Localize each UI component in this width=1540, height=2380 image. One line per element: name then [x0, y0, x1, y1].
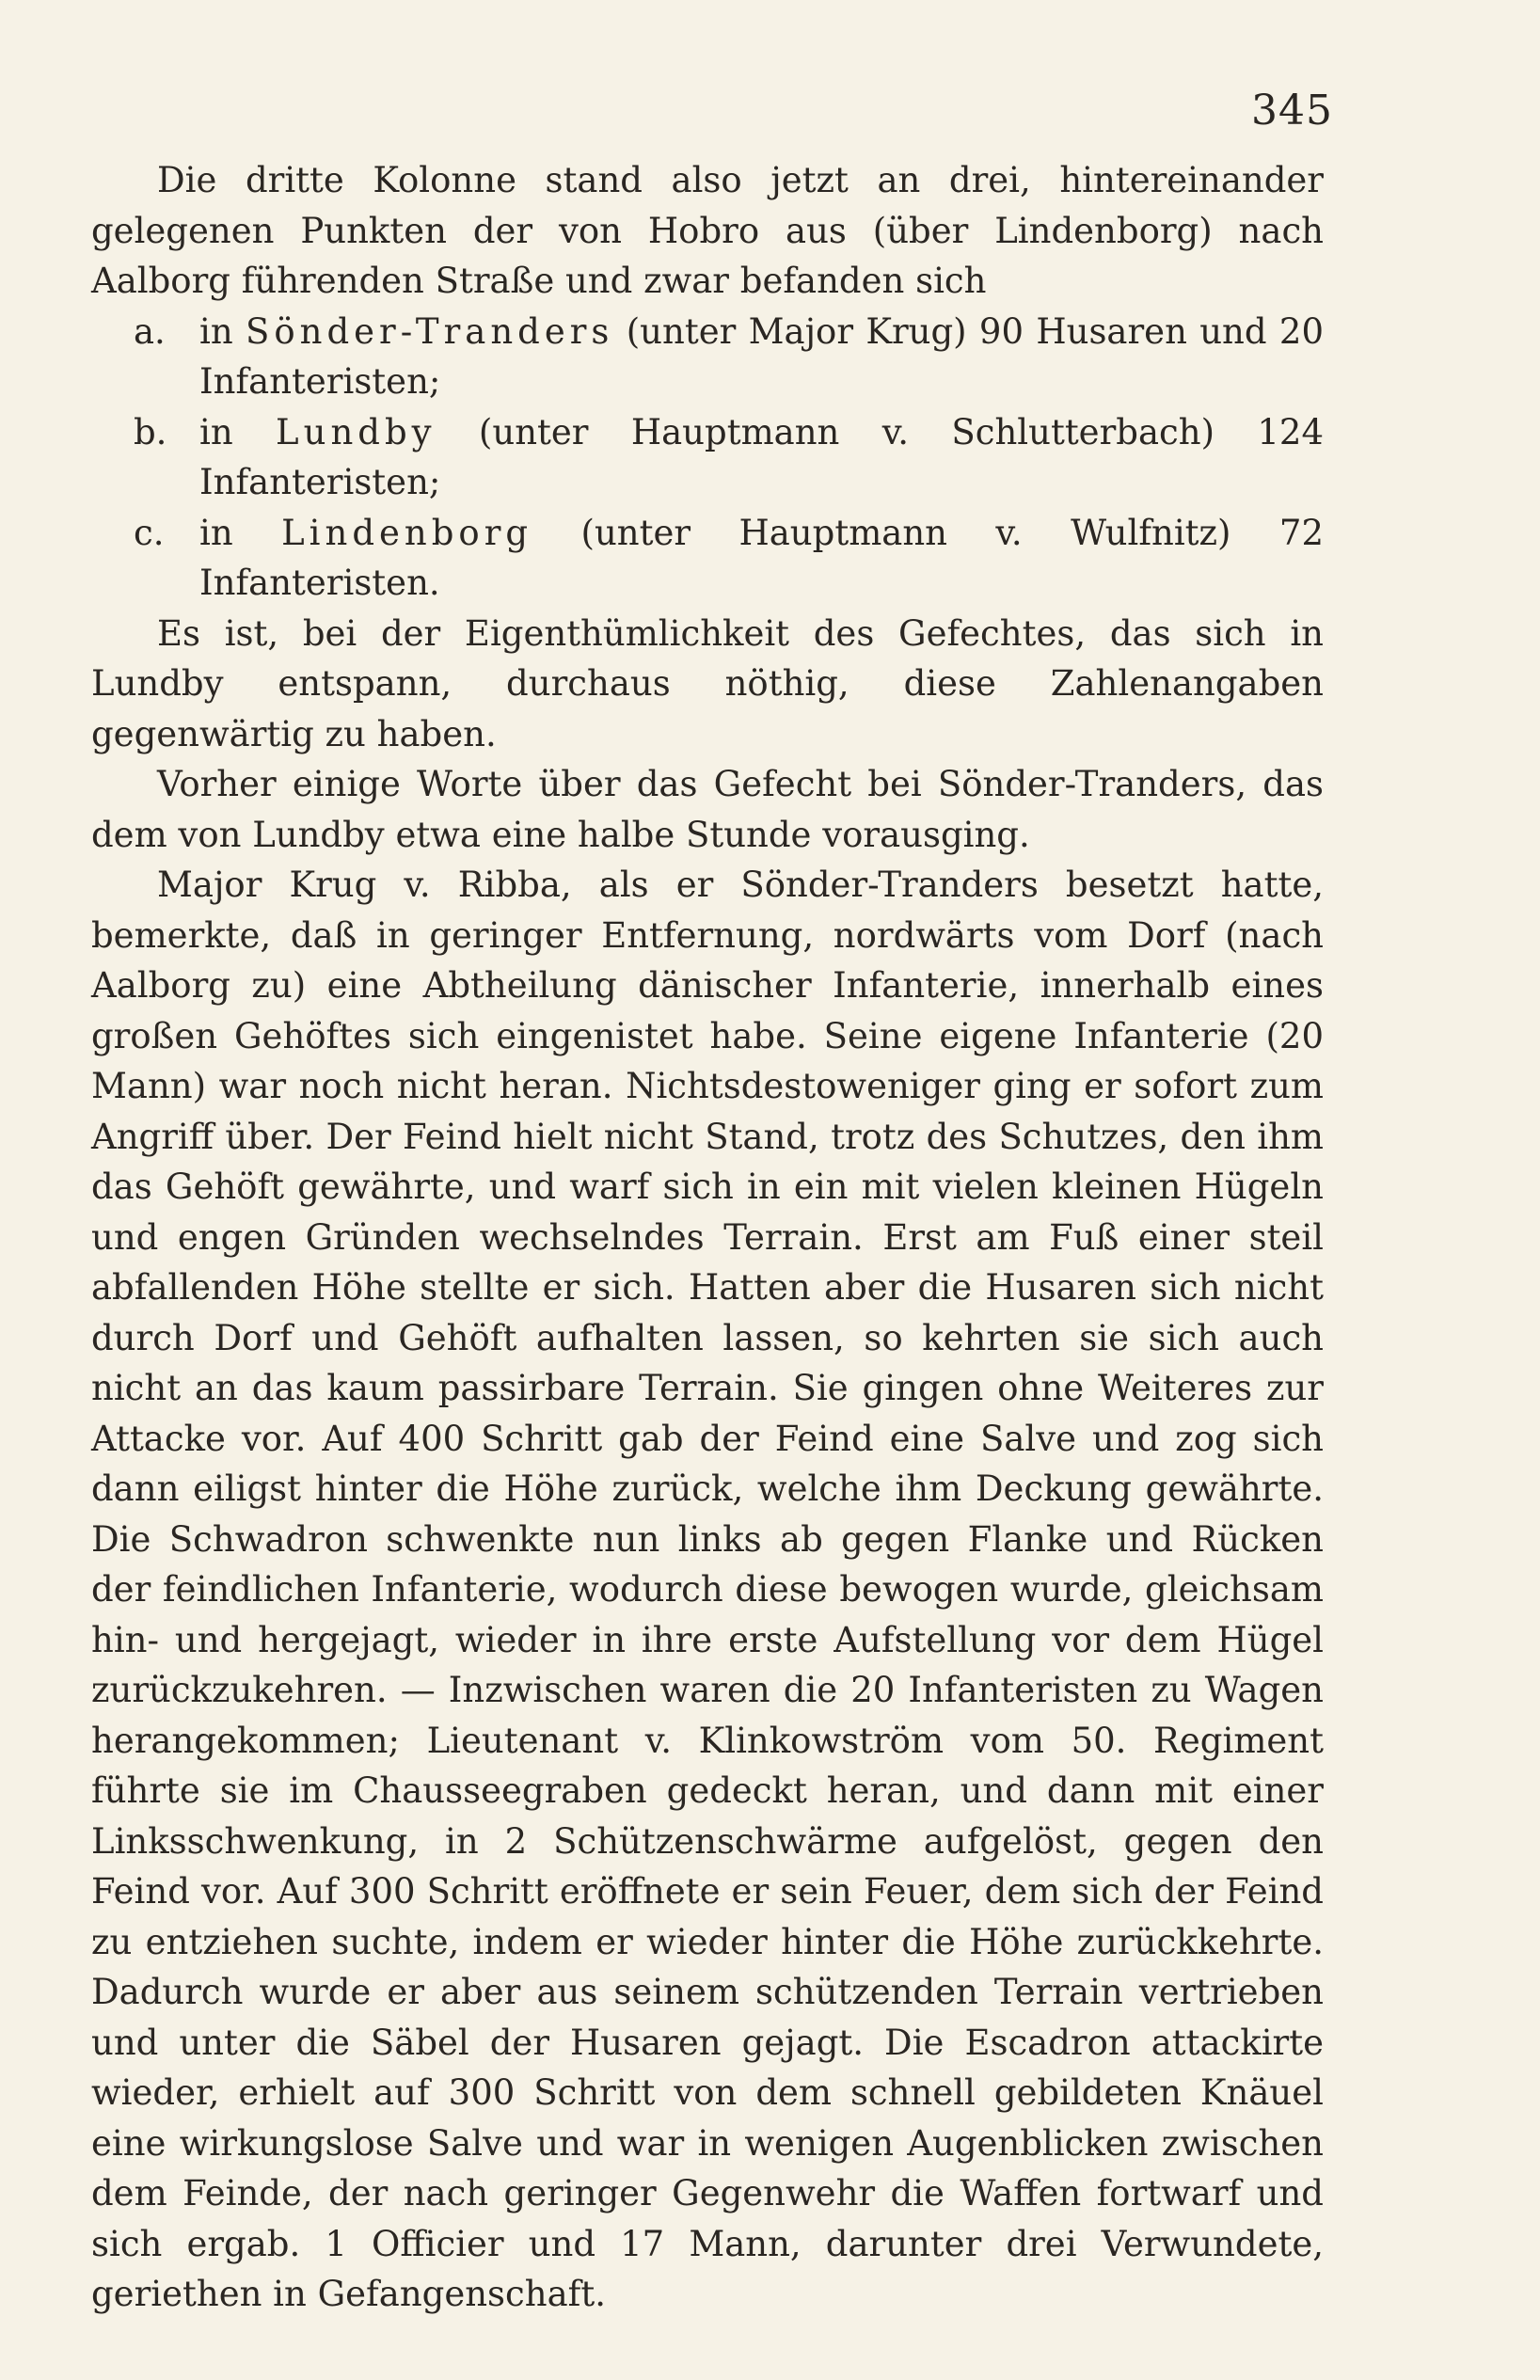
- place-name: Lindenborg: [281, 512, 533, 553]
- paragraph: Vorher einige Worte über das Gefecht bei Sönder-Tranders, das dem von Lundby etwa eine halbe Stunde vorausging.: [91, 764, 1324, 855]
- list-item: b. in Lundby (unter Hauptmann v. Schlutterbach) 124 Infanteristen;: [91, 407, 1324, 508]
- place-name: Lundby: [276, 411, 437, 452]
- place-name: Sönder-Tranders: [246, 310, 614, 352]
- paragraph: Es ist, bei der Eigenthümlichkeit des Gefechtes, das sich in Lundby entspann, durchaus nöthig, diese Zahlenangaben gegenwärtig zu haben.: [91, 612, 1324, 754]
- list-marker: a.: [134, 310, 166, 352]
- intro-paragraph: Die dritte Kolonne stand also jetzt an drei, hintereinander gelegenen Punkten der von Hobro aus (über Lindenborg) nach Aalborg führenden Straße und zwar befanden sich: [91, 160, 1324, 301]
- paragraph: Major Krug v. Ribba, als er Sönder-Tranders besetzt hatte, bemerkte, daß in geringer Entfernung, nordwärts vom Dorf (nach Aalborg zu) eine Abtheilung dänischer Infanterie, innerhalb eines großen Gehöftes sich eingenistet habe. Seine eigene Infanterie (20 Mann) war noch nicht heran. Nichtsdestoweniger ging er sofort zum Angriff über. Der Feind hielt nicht Stand, trotz des Schutzes, den ihm das Gehöft gewährte, und warf sich in ein mit vielen kleinen Hügeln und engen Gründen wechselndes Terrain. Erst am Fuß einer steil abfallenden Höhe stellte er sich. Hatten aber die Husaren sich nicht durch Dorf und Gehöft aufhalten lassen, so kehrten sie sich auch nicht an das kaum passirbare Terrain. Sie gingen ohne Weiteres zur Attacke vor. Auf 400 Schritt gab der Feind eine Salve und zog sich dann eiligst hinter die Höhe zurück, welche ihm Deckung gewährte. Die Schwadron schwenkte nun links ab gegen Flanke und Rücken der feindlichen Infanterie, wodurch diese bewogen wurde, gleichsam hin- und hergejagt, wieder in ihre erste Aufstellung vor dem Hügel zurückzukehren. — Inzwischen waren die 20 Infanteristen zu Wagen herangekommen; Lieutenant v. Klinkowström vom 50. Regiment führte sie im Chausseegraben gedeckt heran, und dann mit einer Linksschwenkung, in 2 Schützenschwärme aufgelöst, gegen den Feind vor. Auf 300 Schritt eröffnete er sein Feuer, dem sich der Feind zu entziehen suchte, indem er wieder hinter die Höhe zurückkehrte. Dadurch wurde er aber aus seinem schützenden Terrain vertrieben und unter die Säbel der Husaren gejagt. Die Escadron attackirte wieder, erhielt auf 300 Schritt von dem schnell gebildeten Knäuel eine wirkungslose Salve und war in wenigen Augenblicken zwischen dem Feinde, der nach geringer Gegenwehr die Waffen fortwarf und sich ergab. 1 Officier und 17 Mann, darunter drei Verwundete, geriethen in Gefangenschaft.: [91, 865, 1324, 2314]
- list-marker: b.: [134, 411, 167, 452]
- list-item: c. in Lindenborg (unter Hauptmann v. Wulfnitz) 72 Infanteristen.: [91, 508, 1324, 609]
- page-number: 345: [1251, 87, 1333, 135]
- list-text: (unter Hauptmann v. Wulfnitz) 72 Infanteristen.: [199, 512, 1324, 603]
- page-body: [91, 155, 1324, 2320]
- list-marker: c.: [134, 512, 165, 553]
- list-text: (unter Hauptmann v. Schlutterbach) 124 Infanteristen;: [199, 411, 1324, 502]
- list-text: (unter Major Krug) 90 Husaren und 20 Infanteristen;: [199, 310, 1324, 402]
- list-item: a. in Sönder-Tranders (unter Major Krug) 90 Husaren und 20 Infanteristen;: [91, 307, 1324, 407]
- unit-list: [91, 307, 1324, 609]
